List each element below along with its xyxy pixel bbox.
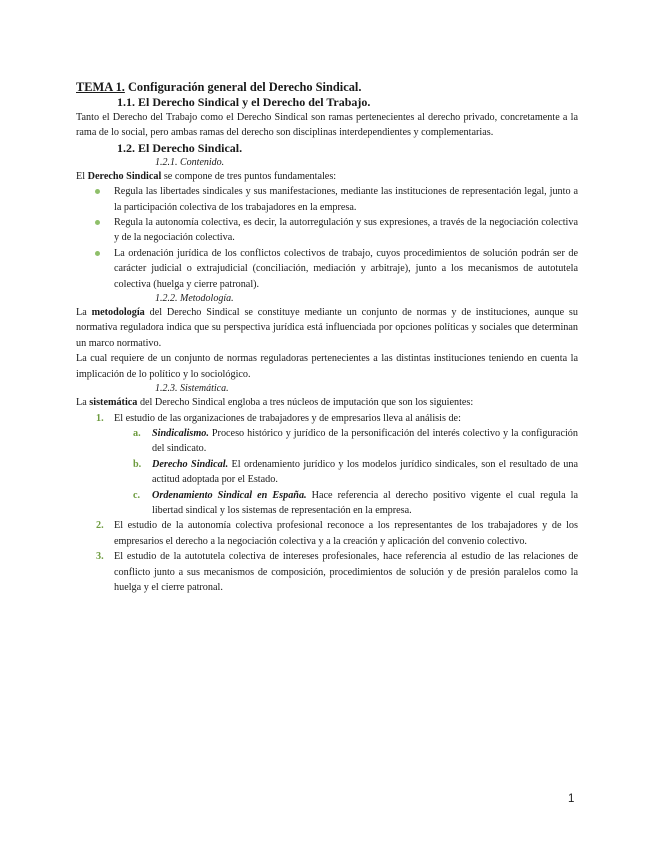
bullet-item: Regula la autonomía colectiva, es decir, la autorregulación y sus expresiones, a través de la negociación colectiva y de la negociación colectiva. [76, 215, 578, 246]
page-number: 1 [568, 793, 575, 805]
heading-1-2-1: 1.2.1. Contenido. [155, 156, 225, 168]
numbered-item [76, 411, 578, 519]
item-marker: 1. [96, 412, 104, 424]
met-bold: metodología [91, 307, 145, 319]
met-post: del Derecho Sindical se constituye mediante un conjunto de normas y de instituciones, aunque su normativa reguladora indica que su perspectiva jurídica está influenciada por opciones políticas y sociales que determinan un marco normativo. [76, 307, 578, 349]
sub-item [114, 457, 578, 488]
title-rest: Configuración general del Derecho Sindical. [124, 80, 362, 94]
heading-1-2: 1.2. El Derecho Sindical. [117, 140, 243, 155]
heading-1-1: 1.1. El Derecho Sindical y el Derecho del Trabajo. [117, 95, 371, 109]
numbered-item [76, 549, 578, 595]
sub-bold: Derecho Sindical. [152, 458, 229, 470]
intro-bold: Derecho Sindical [87, 170, 162, 182]
item-marker: 2. [96, 520, 104, 532]
intro-pre: El [76, 170, 88, 182]
contenido-bullet-list [76, 184, 578, 292]
intro-post: se compone de tres puntos fundamentales: [161, 170, 337, 182]
sis-post: del Derecho Sindical engloba a tres núcleos de imputación que son los siguientes: [137, 397, 474, 409]
heading-1-2-3: 1.2.3. Sistemática. [155, 383, 229, 395]
sub-text: Proceso histórico y jurídico de la personificación del interés colectivo y la configuración del sindicato. [152, 427, 578, 455]
heading-1-2-2: 1.2.2. Metodología. [155, 293, 234, 305]
item-marker: 3. [96, 551, 104, 563]
sub-marker: a. [133, 427, 141, 439]
sis-pre: La [76, 397, 90, 409]
sub-item [114, 426, 578, 457]
title-prefix: TEMA 1. [76, 80, 125, 94]
bullet-item: Regula las libertades sindicales y sus manifestaciones, mediante las instituciones de representación legal, junto a la participación colectiva de los trabajadores en la empresa. [76, 184, 578, 215]
item-text: El estudio de la autonomía colectiva profesional reconoce a los representantes de los trabajadores y de los empresarios el derecho a la negociación colectiva y a la creación y aplicación del convenio colectivo. [114, 520, 578, 547]
paragraph-metodologia-1 [76, 305, 578, 351]
bullet-item: La ordenación jurídica de los conflictos colectivos de trabajo, cuyos procedimientos de solución podrán ser de carácter judicial o extrajudicial (conciliación, mediación y arbitraje), junto a los mecanismos de autotutela colectiva (huelga y cierre patronal). [76, 246, 578, 292]
sub-marker: b. [133, 458, 142, 470]
sub-text: El ordenamiento jurídico y los modelos jurídico sindicales, son el resultado de una actitud adoptada por el Estado. [152, 458, 578, 486]
sistematica-numbered-list [76, 411, 578, 596]
met-pre: La [76, 307, 92, 319]
page-title [76, 79, 578, 95]
sub-bold: Ordenamiento Sindical en España. [152, 489, 307, 501]
sub-bold: Sindicalismo. [152, 427, 209, 439]
sub-marker: c. [133, 489, 141, 501]
paragraph-contenido-intro [76, 169, 578, 184]
sis-bold: sistemática [89, 397, 138, 409]
paragraph-metodologia-2: La cual requiere de un conjunto de normas reguladoras pertenecientes a las distintas instituciones teniendo en cuenta la implicación de lo político y lo sociológico. [76, 353, 578, 380]
sub-text: Hace referencia al derecho positivo vigente el cual regula la libertad sindical y los sistemas de representación en la empresa. [152, 489, 578, 516]
item-text: El estudio de las organizaciones de trabajadores y de empresarios lleva al análisis de: [114, 412, 461, 424]
item-text: El estudio de la autotutela colectiva de intereses profesionales, hace referencia al estudio de las relaciones de conflicto junto a sus mecanismos de composición, procedimientos de solución y de presión paralelos como la huelga y el cierre patronal. [114, 551, 578, 593]
numbered-item [76, 518, 578, 549]
paragraph-sistematica-intro [76, 395, 578, 410]
document-body [76, 79, 578, 595]
paragraph-1-1: Tanto el Derecho del Trabajo como el Derecho Sindical son ramas pertenecientes al derecho privado, concretamente a la rama de lo social, pero ambas ramas del derecho son disciplinas interdependientes y complementarias. [76, 112, 578, 139]
alpha-sub-list [114, 426, 578, 518]
sub-item [114, 488, 578, 519]
